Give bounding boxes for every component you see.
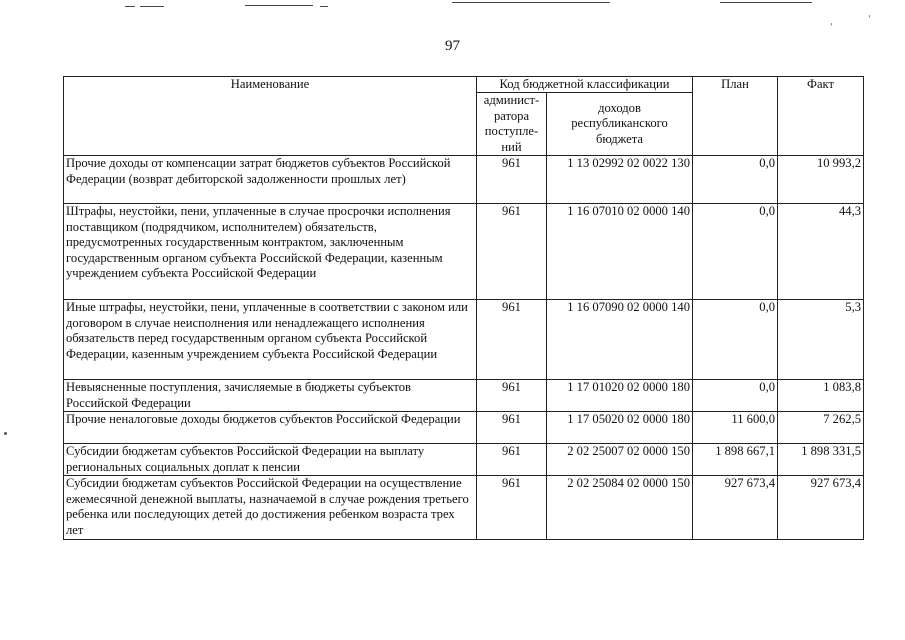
table-row: [64, 412, 864, 444]
scan-artifact-mark: ˌ: [830, 17, 833, 27]
scan-artifact-line: [140, 6, 164, 7]
row-admin-code: 961: [477, 412, 547, 444]
scan-artifact-line: [245, 5, 313, 6]
row-income-code: 2 02 25084 02 0000 150: [547, 476, 693, 540]
row-admin-code: 961: [477, 444, 547, 476]
row-name: Прочие неналоговые доходы бюджетов субъектов Российской Федерации: [64, 412, 477, 444]
header-code-group: Код бюджетной классификации: [477, 77, 693, 93]
table-row: [64, 204, 864, 300]
row-admin-code: 961: [477, 156, 547, 204]
row-name: Штрафы, неустойки, пени, уплаченные в случае просрочки исполнения поставщиком (подрядчиком, исполнителем) обязательств, предусмотренных государственным контрактом, заключенным государственным органом субъекта Российской Федерации, казенным учреждением субъекта Российской Федерации: [64, 204, 477, 300]
table-row: [64, 300, 864, 380]
row-admin-code: 961: [477, 300, 547, 380]
scan-artifact-line: [125, 6, 135, 7]
row-name: Субсидии бюджетам субъектов Российской Федерации на выплату региональных социальных доплат к пенсии: [64, 444, 477, 476]
row-fact: 927 673,4: [778, 476, 864, 540]
row-income-code: 1 13 02992 02 0022 130: [547, 156, 693, 204]
row-fact: 7 262,5: [778, 412, 864, 444]
row-plan: 927 673,4: [693, 476, 778, 540]
row-admin-code: 961: [477, 204, 547, 300]
table-row: [64, 476, 864, 540]
row-income-code: 2 02 25007 02 0000 150: [547, 444, 693, 476]
table-row: [64, 380, 864, 412]
header-plan: План: [693, 77, 778, 156]
row-plan: 1 898 667,1: [693, 444, 778, 476]
row-income-code: 1 17 01020 02 0000 180: [547, 380, 693, 412]
page-number: 97: [445, 38, 460, 54]
row-income-code: 1 16 07090 02 0000 140: [547, 300, 693, 380]
row-fact: 10 993,2: [778, 156, 864, 204]
header-income: доходов республиканского бюджета: [547, 93, 693, 156]
scan-artifact-mark: ˈ: [868, 15, 871, 25]
row-name: Невыясненные поступления, зачисляемые в бюджеты субъектов Российской Федерации: [64, 380, 477, 412]
row-plan: 0,0: [693, 300, 778, 380]
row-admin-code: 961: [477, 380, 547, 412]
table-row: [64, 156, 864, 204]
row-name: Прочие доходы от компенсации затрат бюджетов субъектов Российской Федерации (возврат дебиторской задолженности прошлых лет): [64, 156, 477, 204]
header-admin: админист-ратора поступле-ний: [477, 93, 547, 156]
row-fact: 44,3: [778, 204, 864, 300]
row-income-code: 1 16 07010 02 0000 140: [547, 204, 693, 300]
scan-artifact-line: [452, 2, 610, 3]
scan-artifact-line: [720, 2, 812, 3]
row-fact: 1 898 331,5: [778, 444, 864, 476]
row-plan: 0,0: [693, 380, 778, 412]
row-name: Субсидии бюджетам субъектов Российской Федерации на осуществление ежемесячной денежной выплаты, назначаемой в случае рождения третьего ребенка или последующих детей до достижения ребенком возраста трех лет: [64, 476, 477, 540]
row-plan: 11 600,0: [693, 412, 778, 444]
row-income-code: 1 17 05020 02 0000 180: [547, 412, 693, 444]
budget-revenue-table: [63, 76, 864, 540]
row-plan: 0,0: [693, 156, 778, 204]
table-row: [64, 444, 864, 476]
header-fact: Факт: [778, 77, 864, 156]
scan-artifact-dot: [4, 432, 7, 435]
row-name: Иные штрафы, неустойки, пени, уплаченные в соответствии с законом или договором в случае неисполнения или ненадлежащего исполнения обязательств перед государственным органом субъекта Российской Федерации, казенным учреждением субъекта Российской Федерации: [64, 300, 477, 380]
row-admin-code: 961: [477, 476, 547, 540]
row-plan: 0,0: [693, 204, 778, 300]
row-fact: 1 083,8: [778, 380, 864, 412]
row-fact: 5,3: [778, 300, 864, 380]
header-name: Наименование: [64, 77, 477, 156]
scan-artifact-line: [320, 6, 328, 7]
